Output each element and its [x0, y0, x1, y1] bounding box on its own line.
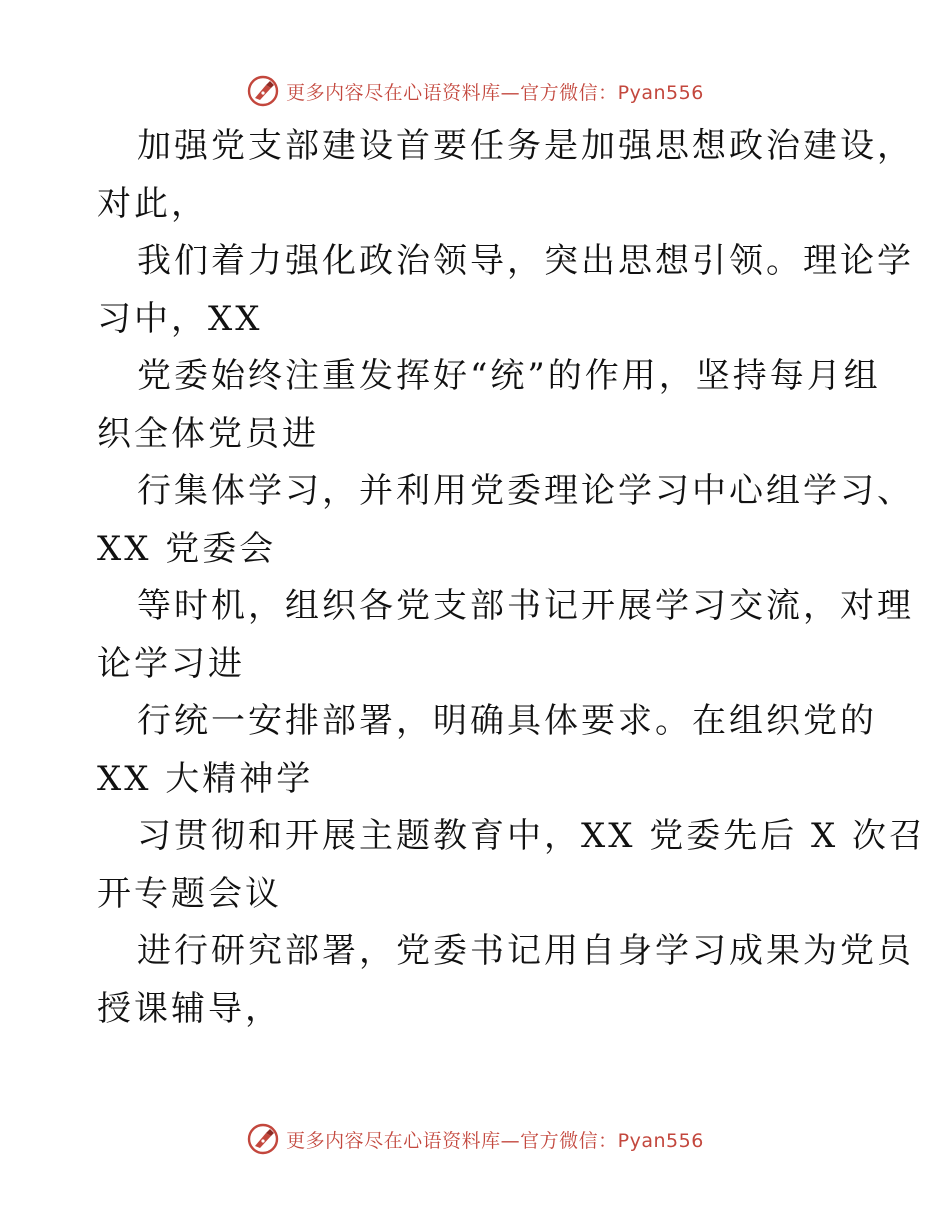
paragraph: [97, 578, 914, 693]
paragraph-line: 进行研究部署，党委书记用自身学习成果为党员: [137, 931, 914, 971]
pen-nib-logo-icon: [246, 1122, 280, 1156]
paragraph-line: 论学习进: [97, 643, 245, 684]
pen-nib-logo-icon: [246, 74, 280, 108]
header-watermark: [0, 71, 950, 111]
paragraph-line: 行统一安排部署，明确具体要求。在组织党的: [137, 701, 877, 741]
paragraph-line: 行集体学习，并利用党委理论学习中心组学习、: [137, 471, 914, 511]
paragraph-line: 加强党支部建设首要任务是加强思想政治建设，: [137, 126, 914, 166]
paragraph: [97, 693, 877, 808]
paragraph-line: 对此，: [97, 183, 208, 224]
paragraph-line: 习贯彻和开展主题教育中，XX 党委先后 X 次召: [137, 816, 927, 856]
paragraph-line: 我们着力强化政治领导，突出思想引领。理论学: [137, 241, 914, 281]
paragraph: [97, 463, 914, 578]
paragraph: [97, 808, 927, 923]
document-body: [97, 118, 927, 1038]
paragraph-line: 织全体党员进: [97, 413, 319, 454]
paragraph-line: 党委始终注重发挥好“统”的作用，坚持每月组: [137, 356, 881, 396]
paragraph: [97, 923, 914, 1038]
paragraph: [97, 233, 914, 348]
watermark-text: 更多内容尽在心语资料库—官方微信：Pyan556: [286, 1129, 704, 1152]
paragraph-line: XX 大精神学: [97, 758, 314, 799]
paragraph-line: 授课辅导，: [97, 988, 282, 1029]
paragraph-line: XX 党委会: [97, 528, 277, 569]
paragraph: [97, 118, 914, 233]
paragraph-line: 习中，XX: [97, 298, 263, 339]
paragraph-line: 开专题会议: [97, 873, 282, 914]
paragraph-line: 等时机，组织各党支部书记开展学习交流，对理: [137, 586, 914, 626]
watermark-text: 更多内容尽在心语资料库—官方微信：Pyan556: [286, 81, 704, 104]
paragraph: [97, 348, 881, 463]
footer-watermark: [0, 1119, 950, 1159]
